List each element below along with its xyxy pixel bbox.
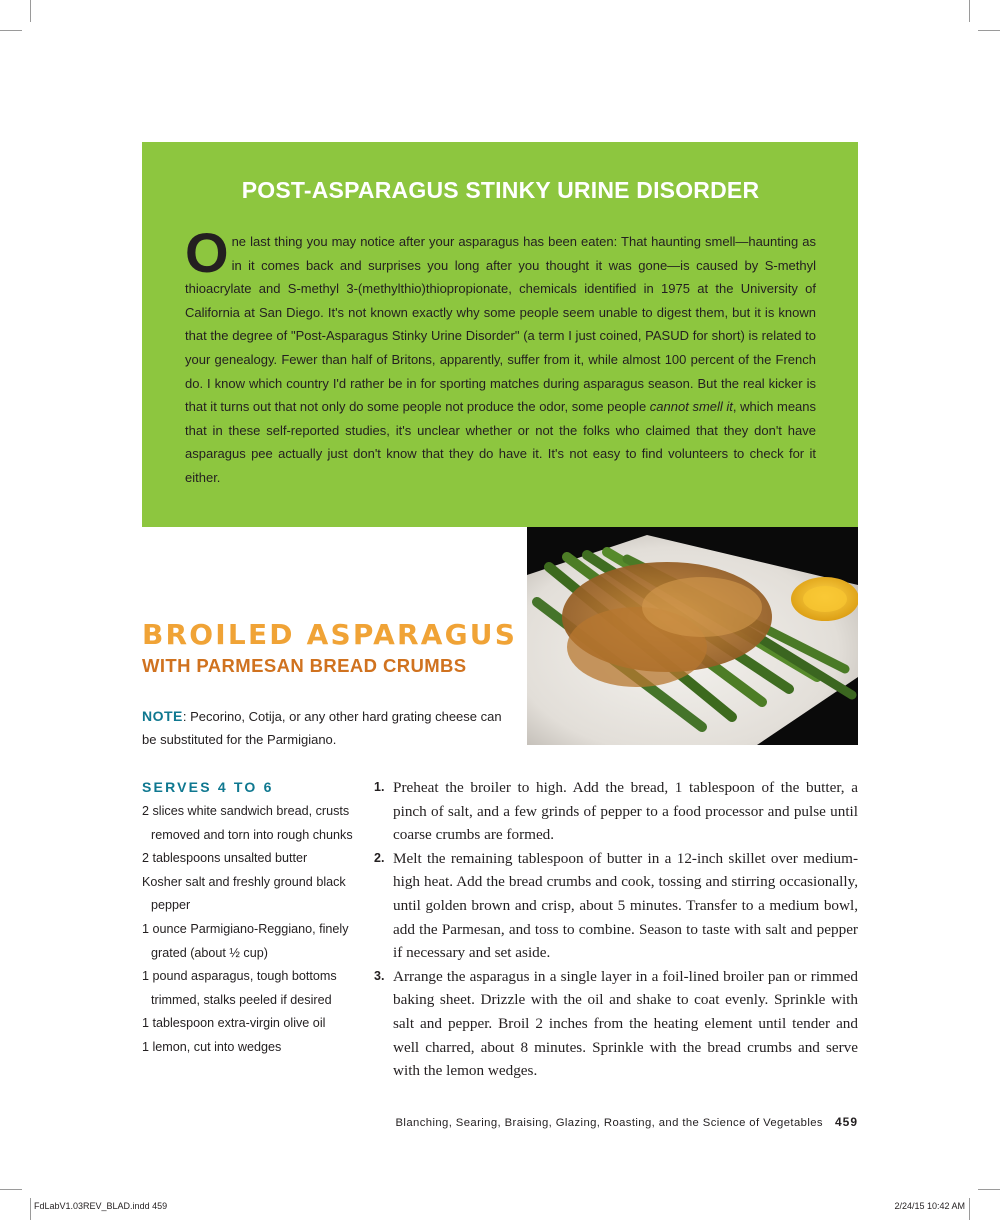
crop-mark — [978, 30, 1000, 31]
sidebar-emphasis: cannot smell it — [649, 399, 733, 415]
crop-mark — [30, 0, 31, 22]
step-number: 1. — [374, 780, 385, 794]
crop-mark — [969, 0, 970, 22]
sidebar-box — [142, 142, 858, 527]
ingredient-item: 2 tablespoons unsalted butter — [142, 851, 308, 866]
sidebar-text-part: , which means that in these self-reported studies, it's unclear whether or not the folks who claimed that they don't have asparagus pee actually just don't know that they do have it. It's not easy to find volunteers to check for it either. — [185, 399, 817, 485]
drop-cap: O — [185, 221, 229, 284]
sidebar-title: POST-ASPARAGUS STINKY URINE DISORDER — [241, 177, 760, 203]
recipe-subtitle: WITH PARMESAN BREAD CRUMBS — [142, 655, 467, 676]
print-slug-timestamp: 2/24/15 10:42 AM — [894, 1201, 965, 1211]
recipe-title: BROILED ASPARAGUS — [142, 618, 518, 651]
ingredient-item: Kosher salt and freshly ground black pepper — [142, 874, 346, 913]
step-text: Preheat the broiler to high. Add the bread, 1 tablespoon of the butter, a pinch of salt, and a few grinds of pepper to a food processor and pulse until coarse crumbs are formed. — [393, 779, 858, 844]
step-number: 3. — [374, 968, 385, 983]
note-label: NOTE — [142, 708, 183, 724]
step-number: 2. — [374, 850, 385, 865]
running-footer — [396, 1114, 859, 1131]
asparagus-photo — [527, 527, 858, 745]
asparagus-photo-illustration — [527, 527, 858, 745]
crop-mark — [0, 1189, 22, 1190]
sidebar-body — [185, 221, 817, 490]
crop-mark — [969, 1198, 970, 1220]
recipe-step — [374, 965, 858, 1083]
ingredient-item: 2 slices white sandwich bread, crusts removed and torn into rough chunks — [142, 804, 353, 842]
ingredient-list — [142, 800, 357, 1060]
sidebar-text-part: ne last thing you may notice after your asparagus has been eaten: That haunting smell—haunting as in it comes back and surprises you long after you thought it was gone—is caused by S-methyl thioacrylate and S-methyl 3-(methylthio)thiopropionate, chemicals identified in 1975 at the University of California at San Diego. It's not known exactly why some people seem unable to digest them, but it is known that the degree of "Post-Asparagus Stinky Urine Disorder" (a term I just coined, PASUD for short) is related to your genealogy. Fewer than half of Britons, apparently, suffer from it, while almost 100 percent of the French do. I know which country I'd rather be in for sporting matches during asparagus season. But the real kicker is that it turns out that not only do some people not produce the odor, some people — [185, 234, 816, 415]
ingredient-item: 1 ounce Parmigiano-Reggiano, finely grated (about ½ cup) — [142, 921, 349, 960]
ingredient-item: 1 tablespoon extra-virgin olive oil — [142, 1016, 326, 1031]
step-text: Melt the remaining tablespoon of butter in a 12-inch skillet over medium-high heat. Add the bread crumbs and cook, tossing and stirring occasionally, until golden brown and crisp, about 5 minutes. Transfer to a medium bowl, add the Parmesan, and toss to combine. Season to taste with salt and pepper if necessary and set aside. — [393, 849, 858, 962]
crop-mark — [978, 1189, 1000, 1190]
recipe-step — [374, 776, 858, 847]
recipe-note — [142, 705, 512, 751]
crop-mark — [0, 30, 22, 31]
serves-label: SERVES 4 TO 6 — [142, 779, 274, 795]
page-number: 459 — [834, 1115, 858, 1129]
recipe-steps — [374, 776, 858, 1083]
step-text: Arrange the asparagus in a single layer in a foil-lined broiler pan or rimmed baking sheet. Drizzle with the oil and shake to coat evenly. Sprinkle with salt and pepper. Broil 2 inches from the heating element until tender and well charred, about 8 minutes. Sprinkle with the bread crumbs and serve with the lemon wedges. — [393, 967, 858, 1080]
ingredient-item: 1 lemon, cut into wedges — [142, 1039, 282, 1054]
print-slug-filename: FdLabV1.03REV_BLAD.indd 459 — [34, 1201, 168, 1211]
ingredient-item: 1 pound asparagus, tough bottoms trimmed, stalks peeled if desired — [142, 969, 337, 1007]
running-head-text: Blanching, Searing, Braising, Glazing, Roasting, and the Science of Vegetables — [395, 1117, 823, 1129]
crop-mark — [30, 1198, 31, 1220]
note-text: : Pecorino, Cotija, or any other hard grating cheese can be substituted for the Parmigiano. — [142, 709, 502, 747]
recipe-step — [374, 847, 858, 965]
